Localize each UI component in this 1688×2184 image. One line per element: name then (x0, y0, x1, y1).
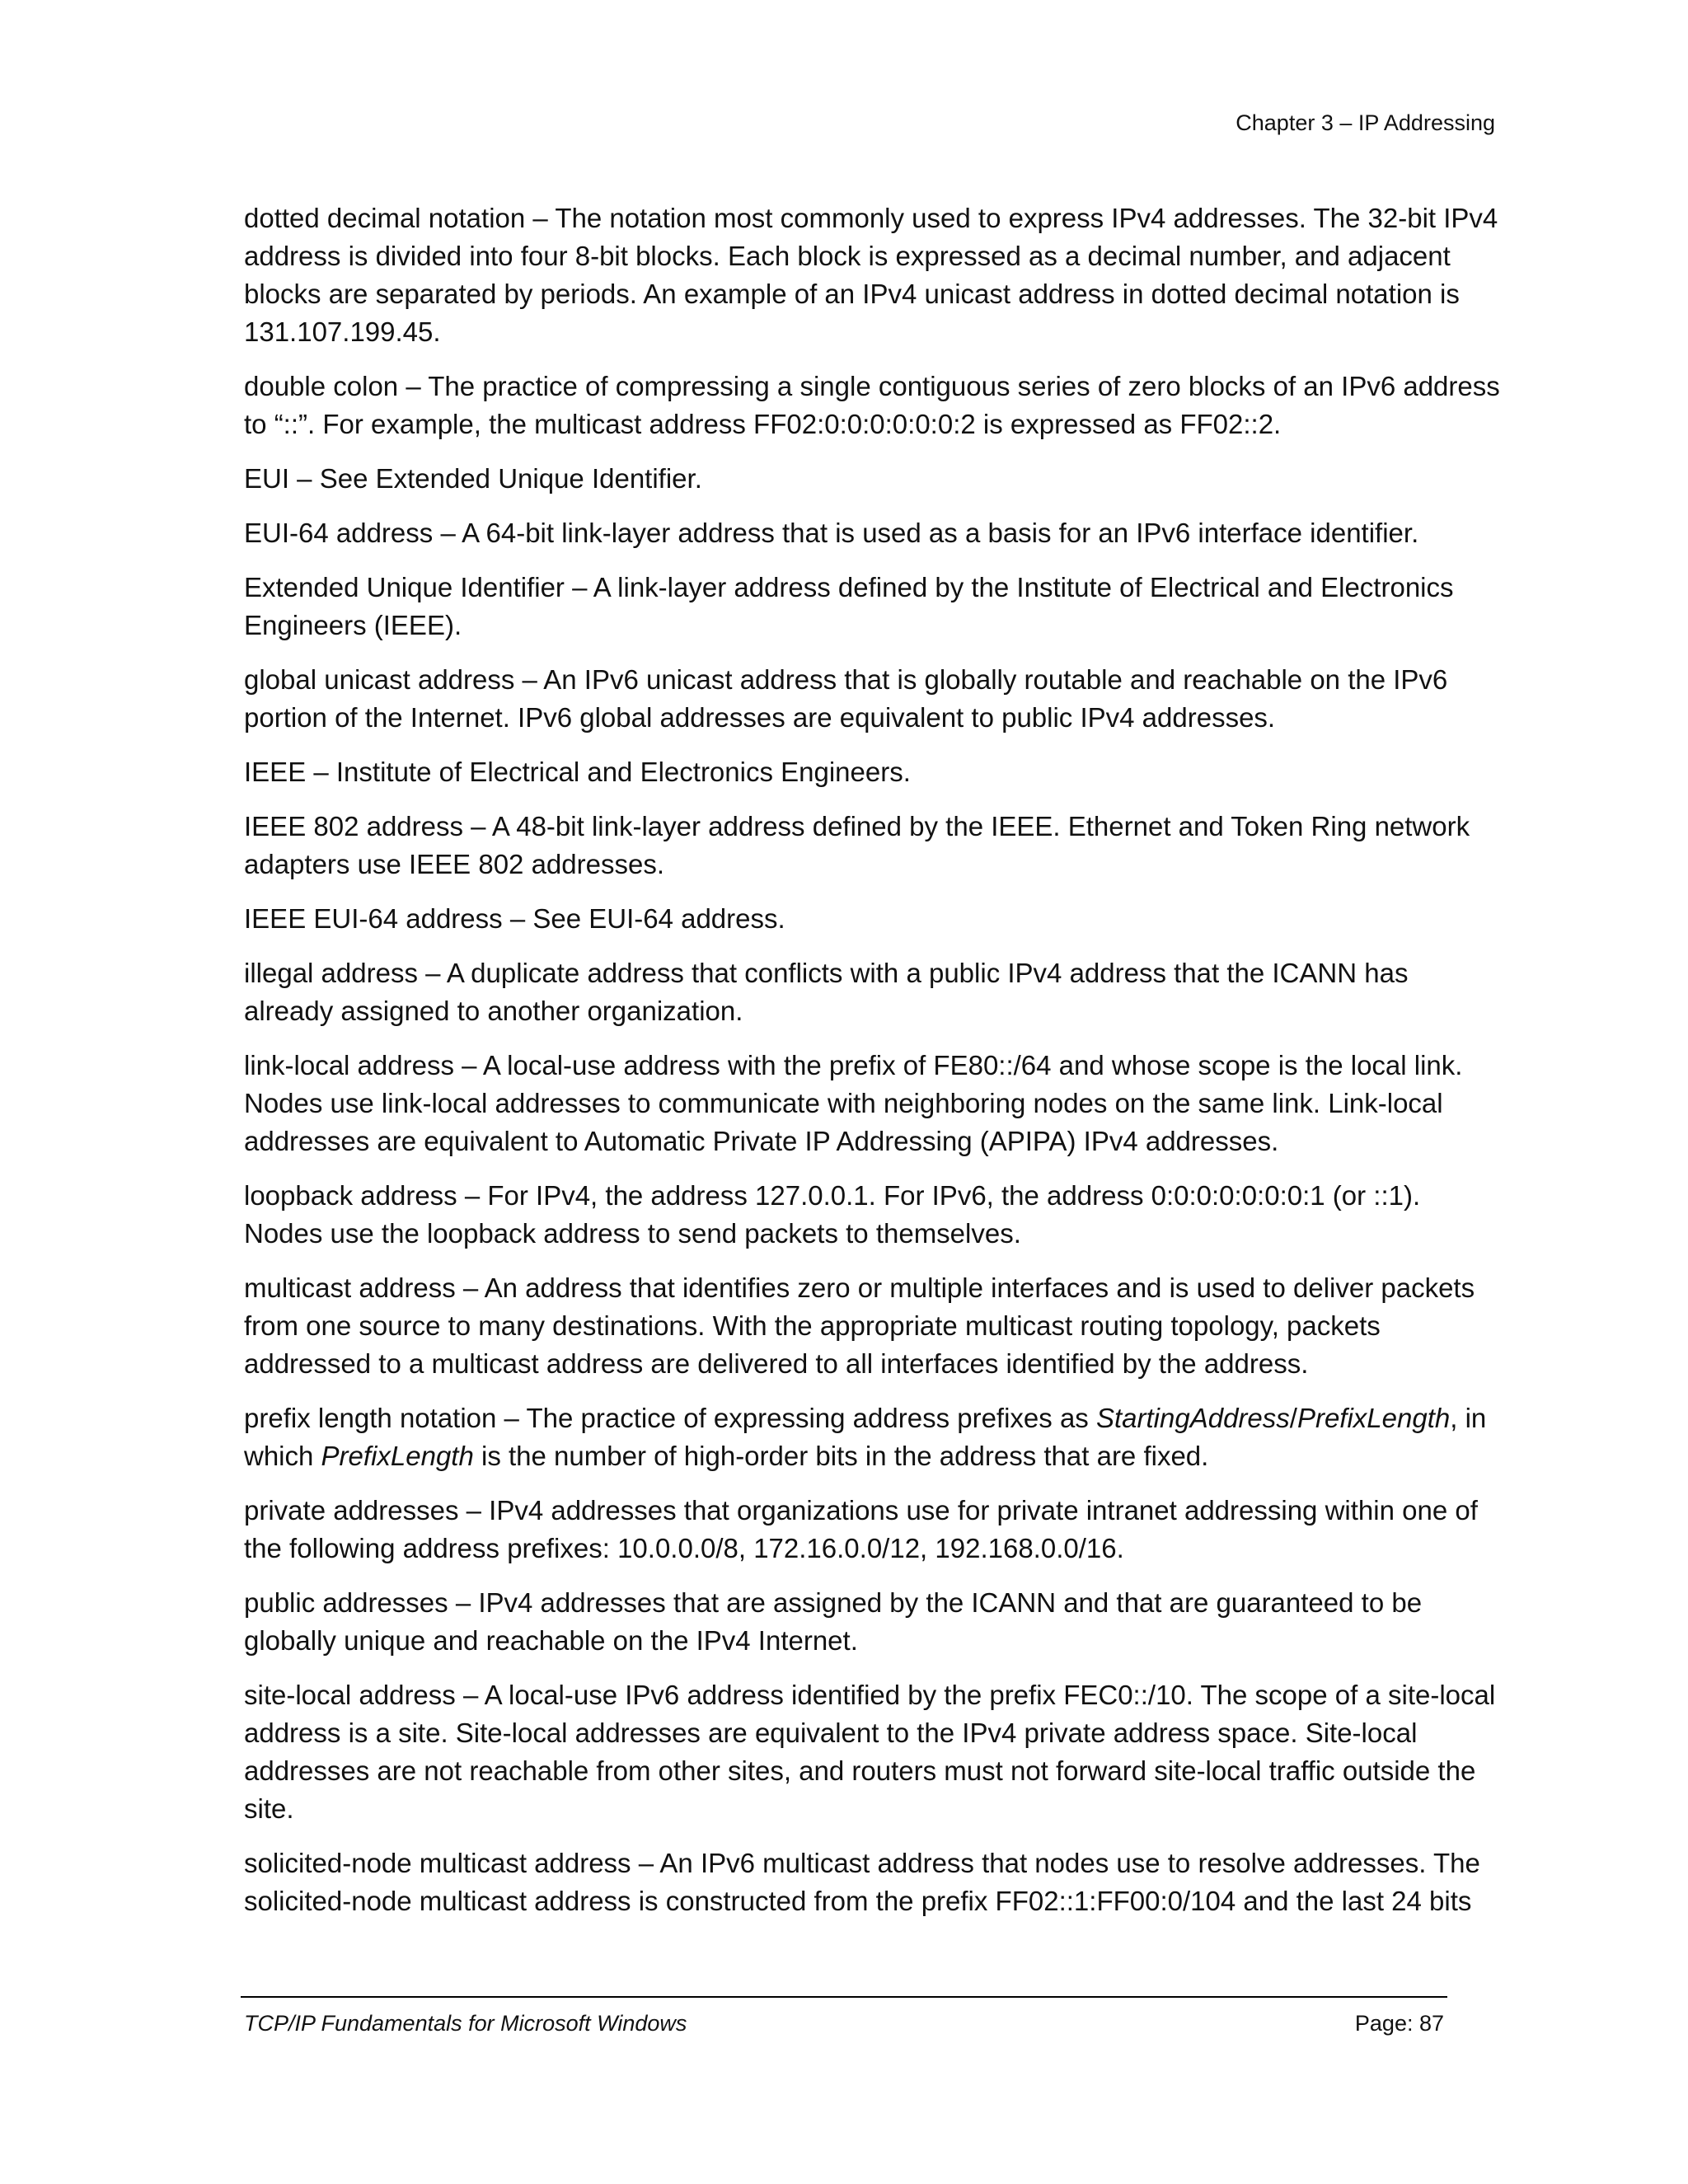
footer-divider (241, 1996, 1447, 1998)
glossary-entry-site-local-address: site-local address – A local-use IPv6 address identified by the prefix FEC0::/10. The scope of a site-local address is a site. Site-local addresses are equivalent to the IPv4 private address space. Site-local addresses are not reachable from other sites, and routers must not forward site-local traffic outside the site. (244, 1680, 1496, 1824)
glossary-entry-prefix-length-notation (244, 1399, 1501, 1475)
running-header: Chapter 3 – IP Addressing (1236, 110, 1495, 135)
glossary-entry-double-colon: double colon – The practice of compressing a single contiguous series of zero blocks of an IPv6 address to “::”. For example, the multicast address FF02:0:0:0:0:0:0:2 is expressed as FF02::2. (244, 371, 1500, 439)
glossary-entry-ieee-802-address: IEEE 802 address – A 48-bit link-layer address defined by the IEEE. Ethernet and Token Ring network adapters use IEEE 802 addresses. (244, 811, 1470, 879)
glossary-entry-extended-unique-identifier: Extended Unique Identifier – A link-layer address defined by the Institute of Electrical and Electronics Engineers (IEEE). (244, 572, 1454, 640)
glossary-entry-eui: EUI – See Extended Unique Identifier. (244, 463, 702, 494)
glossary-entry-public-addresses: public addresses – IPv4 addresses that are assigned by the ICANN and that are guaranteed to be globally unique and reachable on the IPv4 Internet. (244, 1587, 1423, 1656)
entry-italic-term: PrefixLength (1296, 1403, 1451, 1433)
glossary-entry-ieee: IEEE – Institute of Electrical and Electronics Engineers. (244, 757, 911, 787)
glossary-entry-multicast-address: multicast address – An address that identifies zero or multiple interfaces and is used to deliver packets from one source to many destinations. With the appropriate multicast routing topology, packets addressed to a multicast address are delivered to all interfaces identified by the address. (244, 1272, 1475, 1379)
entry-text-segment: , in which (244, 1403, 1487, 1471)
entry-italic-term: StartingAddress (1095, 1403, 1290, 1433)
footer-page-number: Page: 87 (1354, 2011, 1444, 2036)
glossary-body (244, 199, 1501, 1937)
glossary-entry-link-local-address: link-local address – A local-use address with the prefix of FE80::/64 and whose scope is the local link. Nodes use link-local addresses to communicate with neighboring nodes on the same link. Link-local addresses are equivalent to Automatic Private IP Addressing (APIPA) IPv4 addresses. (244, 1050, 1463, 1156)
glossary-entry-illegal-address: illegal address – A duplicate address that conflicts with a public IPv4 address that the ICANN has already assigned to another organization. (244, 958, 1409, 1026)
glossary-entry-ieee-eui-64-address: IEEE EUI-64 address – See EUI-64 address. (244, 903, 785, 934)
footer-book-title: TCP/IP Fundamentals for Microsoft Windows (244, 2011, 687, 2036)
glossary-entry-dotted-decimal-notation: dotted decimal notation – The notation most commonly used to express IPv4 addresses. The 32-bit IPv4 address is divided into four 8-bit blocks. Each block is expressed as a decimal number, and adjacent blocks are separated by periods. An example of an IPv4 unicast address in dotted decimal notation is 131.107.199.45. (244, 203, 1498, 347)
entry-italic-term: PrefixLength (321, 1441, 474, 1471)
glossary-entry-global-unicast-address: global unicast address – An IPv6 unicast address that is globally routable and reachable on the IPv6 portion of the Internet. IPv6 global addresses are equivalent to public IPv4 addresses. (244, 664, 1448, 733)
entry-text-segment: / (1289, 1403, 1297, 1433)
entry-text-segment: is the number of high-order bits in the address that are fixed. (473, 1441, 1209, 1471)
glossary-entry-eui-64-address: EUI-64 address – A 64-bit link-layer address that is used as a basis for an IPv6 interface identifier. (244, 518, 1419, 548)
glossary-entry-solicited-node-multicast-address: solicited-node multicast address – An IPv6 multicast address that nodes use to resolve addresses. The solicited-node multicast address is constructed from the prefix FF02::1:FF00:0/104 and the last 24 bits (244, 1848, 1480, 1916)
glossary-entry-private-addresses: private addresses – IPv4 addresses that organizations use for private intranet addressing within one of the following address prefixes: 10.0.0.0/8, 172.16.0.0/12, 192.168.0.0/16. (244, 1495, 1478, 1563)
glossary-entry-loopback-address: loopback address – For IPv4, the address 127.0.0.1. For IPv6, the address 0:0:0:0:0:0:0:1 (or ::1). Nodes use the loopback address to send packets to themselves. (244, 1180, 1421, 1249)
entry-text-segment: prefix length notation – The practice of expressing address prefixes as (244, 1403, 1096, 1433)
